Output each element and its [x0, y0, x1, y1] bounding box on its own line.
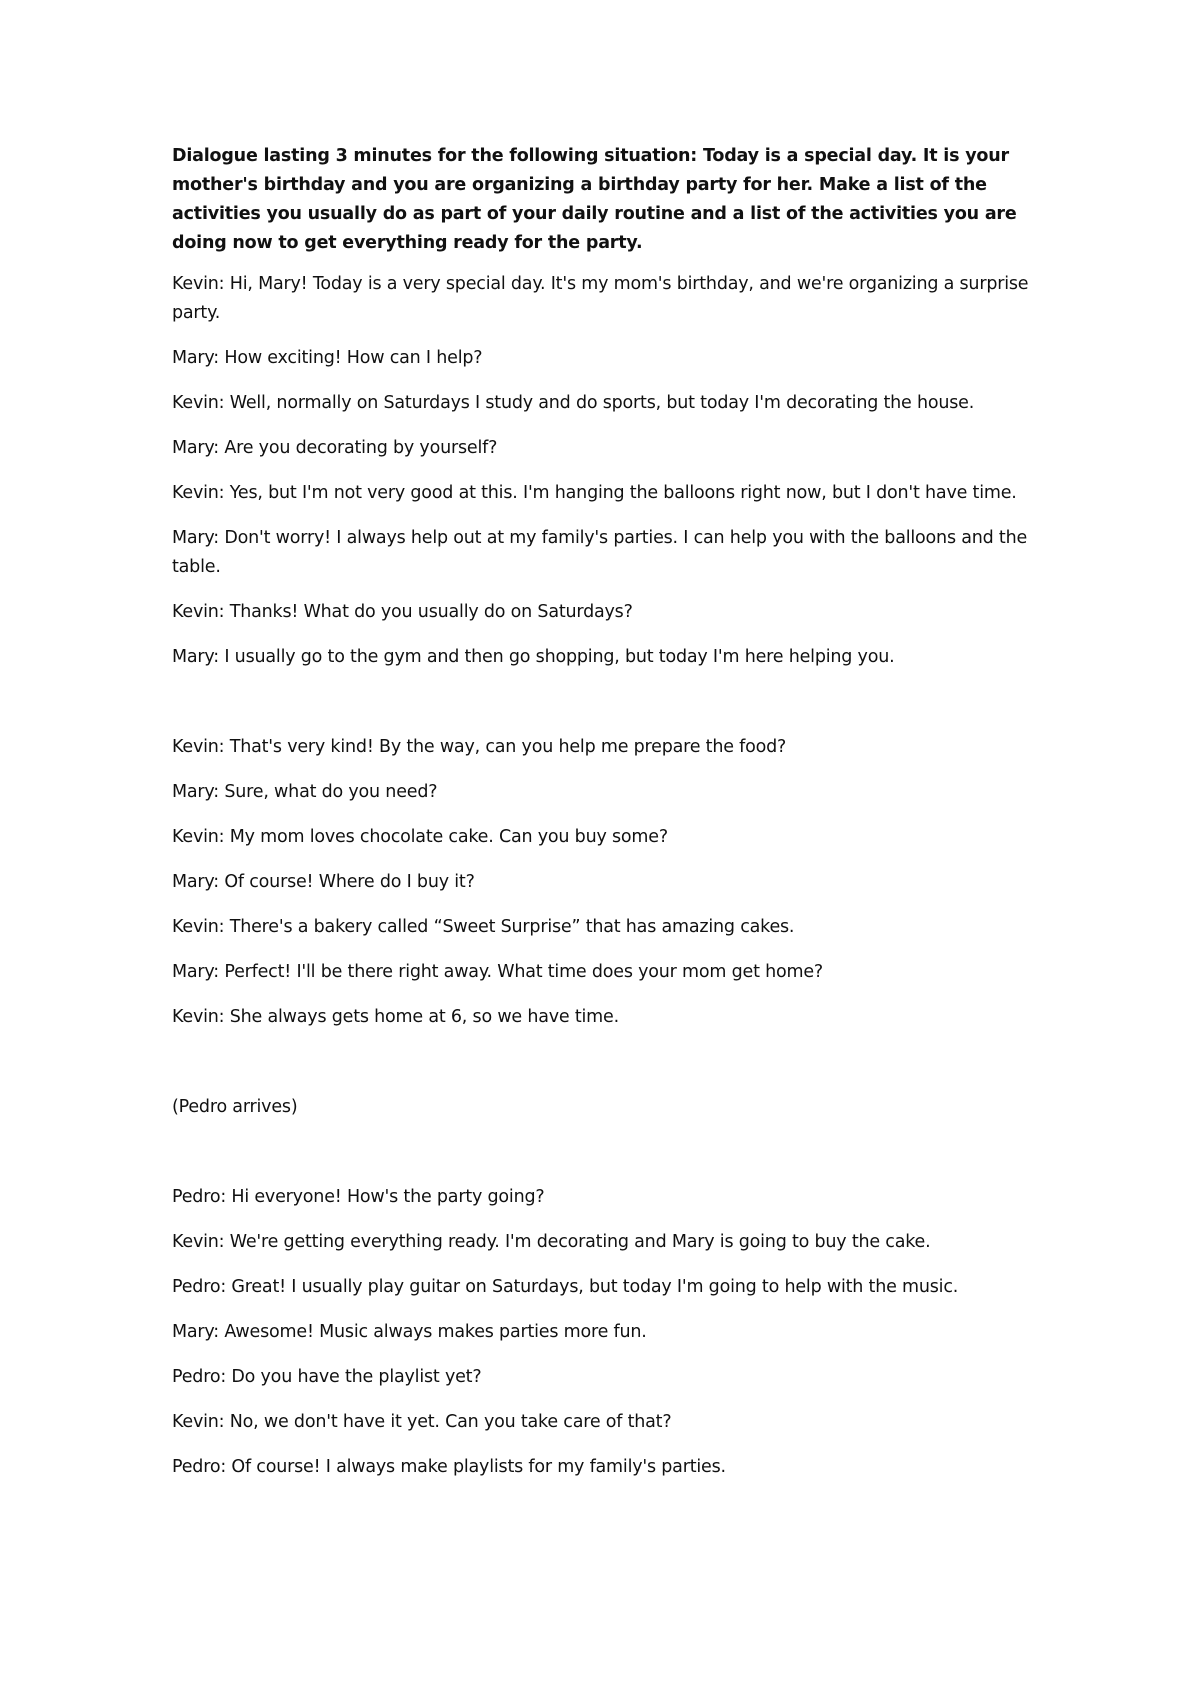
dialogue-line: Kevin: She always gets home at 6, so we have time. [172, 1007, 619, 1027]
dialogue-line: Pedro: Do you have the playlist yet? [172, 1367, 482, 1387]
dialogue-line: Kevin: Thanks! What do you usually do on Saturdays? [172, 602, 633, 622]
dialogue-line: Kevin: Well, normally on Saturdays I study and do sports, but today I'm decorating the house. [172, 393, 975, 413]
dialogue-line: Mary: Don't worry! I always help out at my family's parties. I can help you with the balloons and the table. [172, 528, 1028, 577]
dialogue-line: Kevin: We're getting everything ready. I'm decorating and Mary is going to buy the cake. [172, 1232, 931, 1252]
stage-direction: (Pedro arrives) [172, 1097, 298, 1117]
dialogue-line: Pedro: Great! I usually play guitar on Saturdays, but today I'm going to help with the music. [172, 1277, 959, 1297]
dialogue-line: Mary: I usually go to the gym and then go shopping, but today I'm here helping you. [172, 647, 895, 667]
dialogue-line: Kevin: Hi, Mary! Today is a very special day. It's my mom's birthday, and we're organizing a surprise party. [172, 274, 1029, 323]
dialogue-line: Pedro: Hi everyone! How's the party going? [172, 1187, 545, 1207]
paragraph-spacer [172, 1048, 1042, 1093]
dialogue-line: Kevin: There's a bakery called “Sweet Surprise” that has amazing cakes. [172, 917, 795, 937]
dialogue-line: Pedro: Of course! I always make playlists for my family's parties. [172, 1457, 726, 1477]
dialogue-line: Kevin: Yes, but I'm not very good at this. I'm hanging the balloons right now, but I don't have time. [172, 483, 1017, 503]
dialogue-line: Kevin: That's very kind! By the way, can you help me prepare the food? [172, 737, 787, 757]
dialogue-line: Mary: Sure, what do you need? [172, 782, 438, 802]
dialogue-line: Mary: Perfect! I'll be there right away. What time does your mom get home? [172, 962, 824, 982]
paragraph-spacer [172, 688, 1042, 733]
dialogue-line: Mary: Are you decorating by yourself? [172, 438, 498, 458]
dialogue-line: Kevin: No, we don't have it yet. Can you take care of that? [172, 1412, 672, 1432]
document-body [172, 142, 1042, 1498]
dialogue-line: Mary: Awesome! Music always makes parties more fun. [172, 1322, 647, 1342]
assignment-prompt: Dialogue lasting 3 minutes for the following situation: Today is a special day. It is your mother's birthday and you are organizing a birthday party for her. Make a list of the activities you usually do as part of your daily routine and a list of the activities you are doing now to get everything ready for the party. [172, 146, 1017, 253]
dialogue-line: Mary: Of course! Where do I buy it? [172, 872, 475, 892]
paragraph-spacer [172, 1138, 1042, 1183]
dialogue-line: Mary: How exciting! How can I help? [172, 348, 483, 368]
dialogue-line: Kevin: My mom loves chocolate cake. Can you buy some? [172, 827, 668, 847]
